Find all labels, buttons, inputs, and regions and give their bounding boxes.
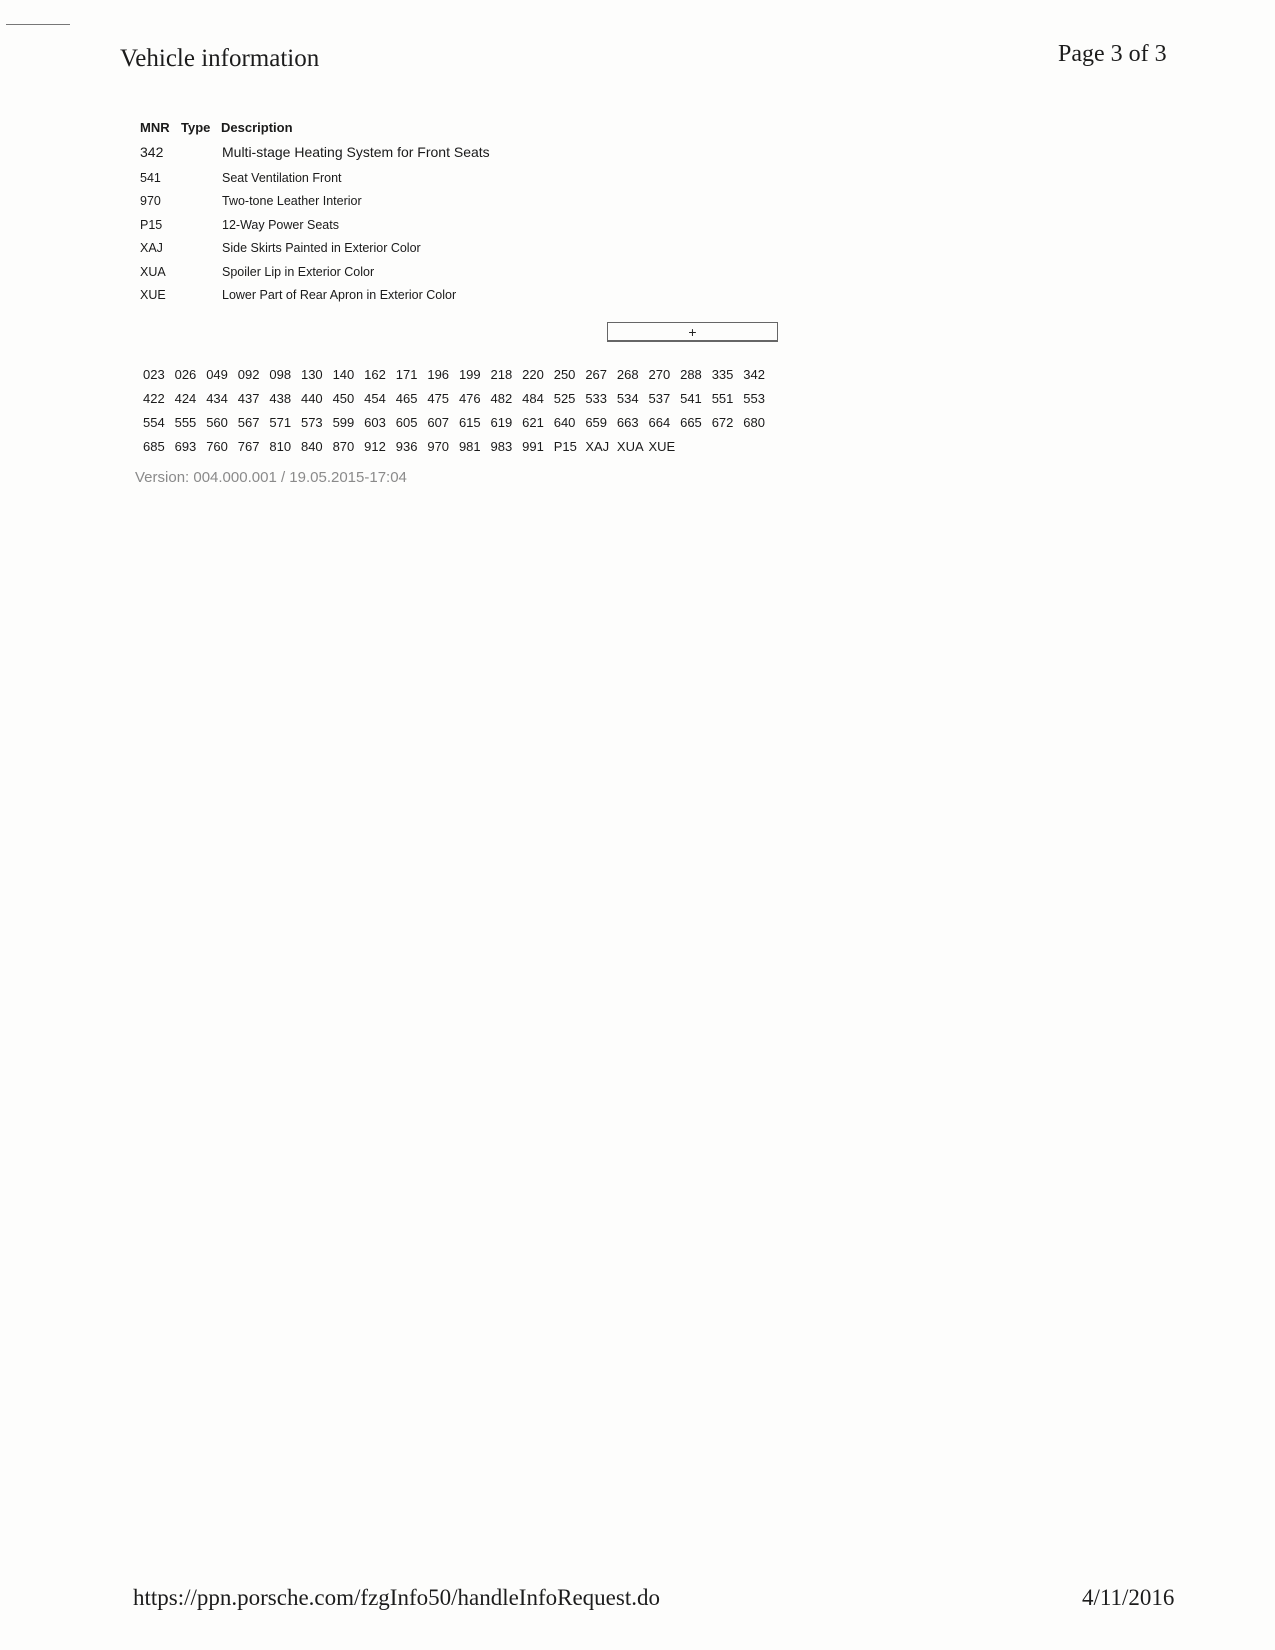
option-code: 615 <box>458 414 481 430</box>
mnr-cell: 970 <box>140 194 161 209</box>
option-code: 440 <box>300 390 323 406</box>
option-code: 270 <box>648 366 671 382</box>
option-code: 554 <box>143 414 165 430</box>
option-code: 760 <box>206 438 228 454</box>
option-code: 196 <box>427 366 450 382</box>
option-code: 250 <box>553 366 576 382</box>
option-code-list <box>143 362 775 458</box>
option-code: 140 <box>332 366 355 382</box>
option-code: 130 <box>300 366 323 382</box>
option-code: 475 <box>427 390 450 406</box>
option-code: 267 <box>585 366 608 382</box>
option-code: 603 <box>364 414 386 430</box>
option-code: 680 <box>743 414 765 430</box>
header-type: Type <box>181 119 211 135</box>
option-code: 476 <box>458 390 481 406</box>
code-row <box>143 362 775 386</box>
option-code: 619 <box>490 414 513 430</box>
description-cell: Lower Part of Rear Apron in Exterior Color <box>222 288 457 303</box>
description-cell: Two-tone Leather Interior <box>222 194 362 209</box>
mnr-cell: P15 <box>140 217 163 232</box>
option-code: 424 <box>174 390 197 406</box>
table-row <box>140 166 490 190</box>
option-code: 537 <box>648 390 671 406</box>
option-code: 810 <box>269 438 292 454</box>
option-code: 162 <box>364 366 386 382</box>
option-code: 599 <box>332 414 355 430</box>
table-row <box>140 284 490 308</box>
description-cell: Multi-stage Heating System for Front Seats <box>222 144 490 160</box>
option-code: 607 <box>427 414 450 430</box>
table-row <box>140 237 490 261</box>
option-code: XUA <box>616 438 644 454</box>
options-table-body <box>140 138 490 307</box>
option-code: 991 <box>522 438 544 454</box>
option-code: 023 <box>143 366 165 382</box>
description-cell: Side Skirts Painted in Exterior Color <box>222 241 421 256</box>
option-code: 664 <box>648 414 671 430</box>
option-code: 693 <box>174 438 197 454</box>
code-row <box>143 410 775 434</box>
option-code: 665 <box>680 414 702 430</box>
expand-button[interactable]: + <box>607 322 778 342</box>
table-row <box>140 138 490 166</box>
option-code: 220 <box>522 366 544 382</box>
page-number: Page 3 of 3 <box>1058 41 1167 67</box>
footer-date: 4/11/2016 <box>1082 1585 1175 1610</box>
option-code: 573 <box>300 414 323 430</box>
description-cell: Spoiler Lip in Exterior Color <box>222 264 375 279</box>
option-code: 553 <box>743 390 765 406</box>
mnr-cell: XUA <box>140 264 166 279</box>
option-code: 098 <box>269 366 292 382</box>
option-code: 870 <box>332 438 355 454</box>
description-cell: Seat Ventilation Front <box>222 170 342 185</box>
option-code: 534 <box>616 390 639 406</box>
table-row <box>140 190 490 214</box>
option-code: 199 <box>458 366 481 382</box>
header-description: Description <box>221 119 293 135</box>
option-code: 936 <box>395 438 418 454</box>
option-code: 454 <box>364 390 386 406</box>
option-code: XUE <box>648 438 676 454</box>
option-code: 525 <box>553 390 576 406</box>
mnr-cell: XUE <box>140 288 166 303</box>
option-code: 484 <box>522 390 544 406</box>
mnr-cell: 342 <box>140 144 164 160</box>
option-code: 437 <box>237 390 260 406</box>
option-code: 659 <box>585 414 608 430</box>
version-text: Version: 004.000.001 / 19.05.2015-17:04 <box>135 469 407 486</box>
scan-edge-mark <box>6 24 70 25</box>
option-code: 560 <box>206 414 228 430</box>
footer-url: https://ppn.porsche.com/fzgInfo50/handleInfoRequest.do <box>133 1585 660 1610</box>
option-code: 970 <box>427 438 450 454</box>
mnr-cell: XAJ <box>140 241 163 256</box>
options-table-header <box>140 116 490 138</box>
option-code: 335 <box>711 366 734 382</box>
option-code: 450 <box>332 390 355 406</box>
option-code: 605 <box>395 414 418 430</box>
options-table <box>140 116 490 307</box>
option-code: 551 <box>711 390 734 406</box>
description-cell: 12-Way Power Seats <box>222 217 339 232</box>
table-row <box>140 260 490 284</box>
header-mnr: MNR <box>140 119 170 135</box>
option-code: 672 <box>711 414 734 430</box>
option-code: 981 <box>458 438 481 454</box>
code-row <box>143 434 775 458</box>
option-code: 685 <box>143 438 165 454</box>
option-code: 567 <box>237 414 260 430</box>
option-code: 663 <box>616 414 639 430</box>
option-code: 541 <box>680 390 702 406</box>
option-code: 640 <box>553 414 576 430</box>
page-title: Vehicle information <box>120 45 320 72</box>
option-code: 171 <box>395 366 418 382</box>
option-code: 621 <box>522 414 544 430</box>
option-code: 555 <box>174 414 197 430</box>
option-code: 342 <box>743 366 765 382</box>
option-code: 092 <box>237 366 260 382</box>
option-code: 434 <box>206 390 228 406</box>
table-row <box>140 213 490 237</box>
option-code: XAJ <box>585 438 610 454</box>
option-code: 571 <box>269 414 292 430</box>
option-code: P15 <box>553 438 577 454</box>
code-row <box>143 386 775 410</box>
option-code: 422 <box>143 390 165 406</box>
option-code: 026 <box>174 366 197 382</box>
option-code: 288 <box>680 366 702 382</box>
option-code: 218 <box>490 366 513 382</box>
option-code: 983 <box>490 438 513 454</box>
option-code: 482 <box>490 390 513 406</box>
option-code: 767 <box>237 438 260 454</box>
option-code: 533 <box>585 390 608 406</box>
option-code: 438 <box>269 390 292 406</box>
mnr-cell: 541 <box>140 170 161 185</box>
option-code: 465 <box>395 390 418 406</box>
option-code: 912 <box>364 438 386 454</box>
option-code: 840 <box>300 438 323 454</box>
option-code: 268 <box>616 366 639 382</box>
option-code: 049 <box>206 366 228 382</box>
